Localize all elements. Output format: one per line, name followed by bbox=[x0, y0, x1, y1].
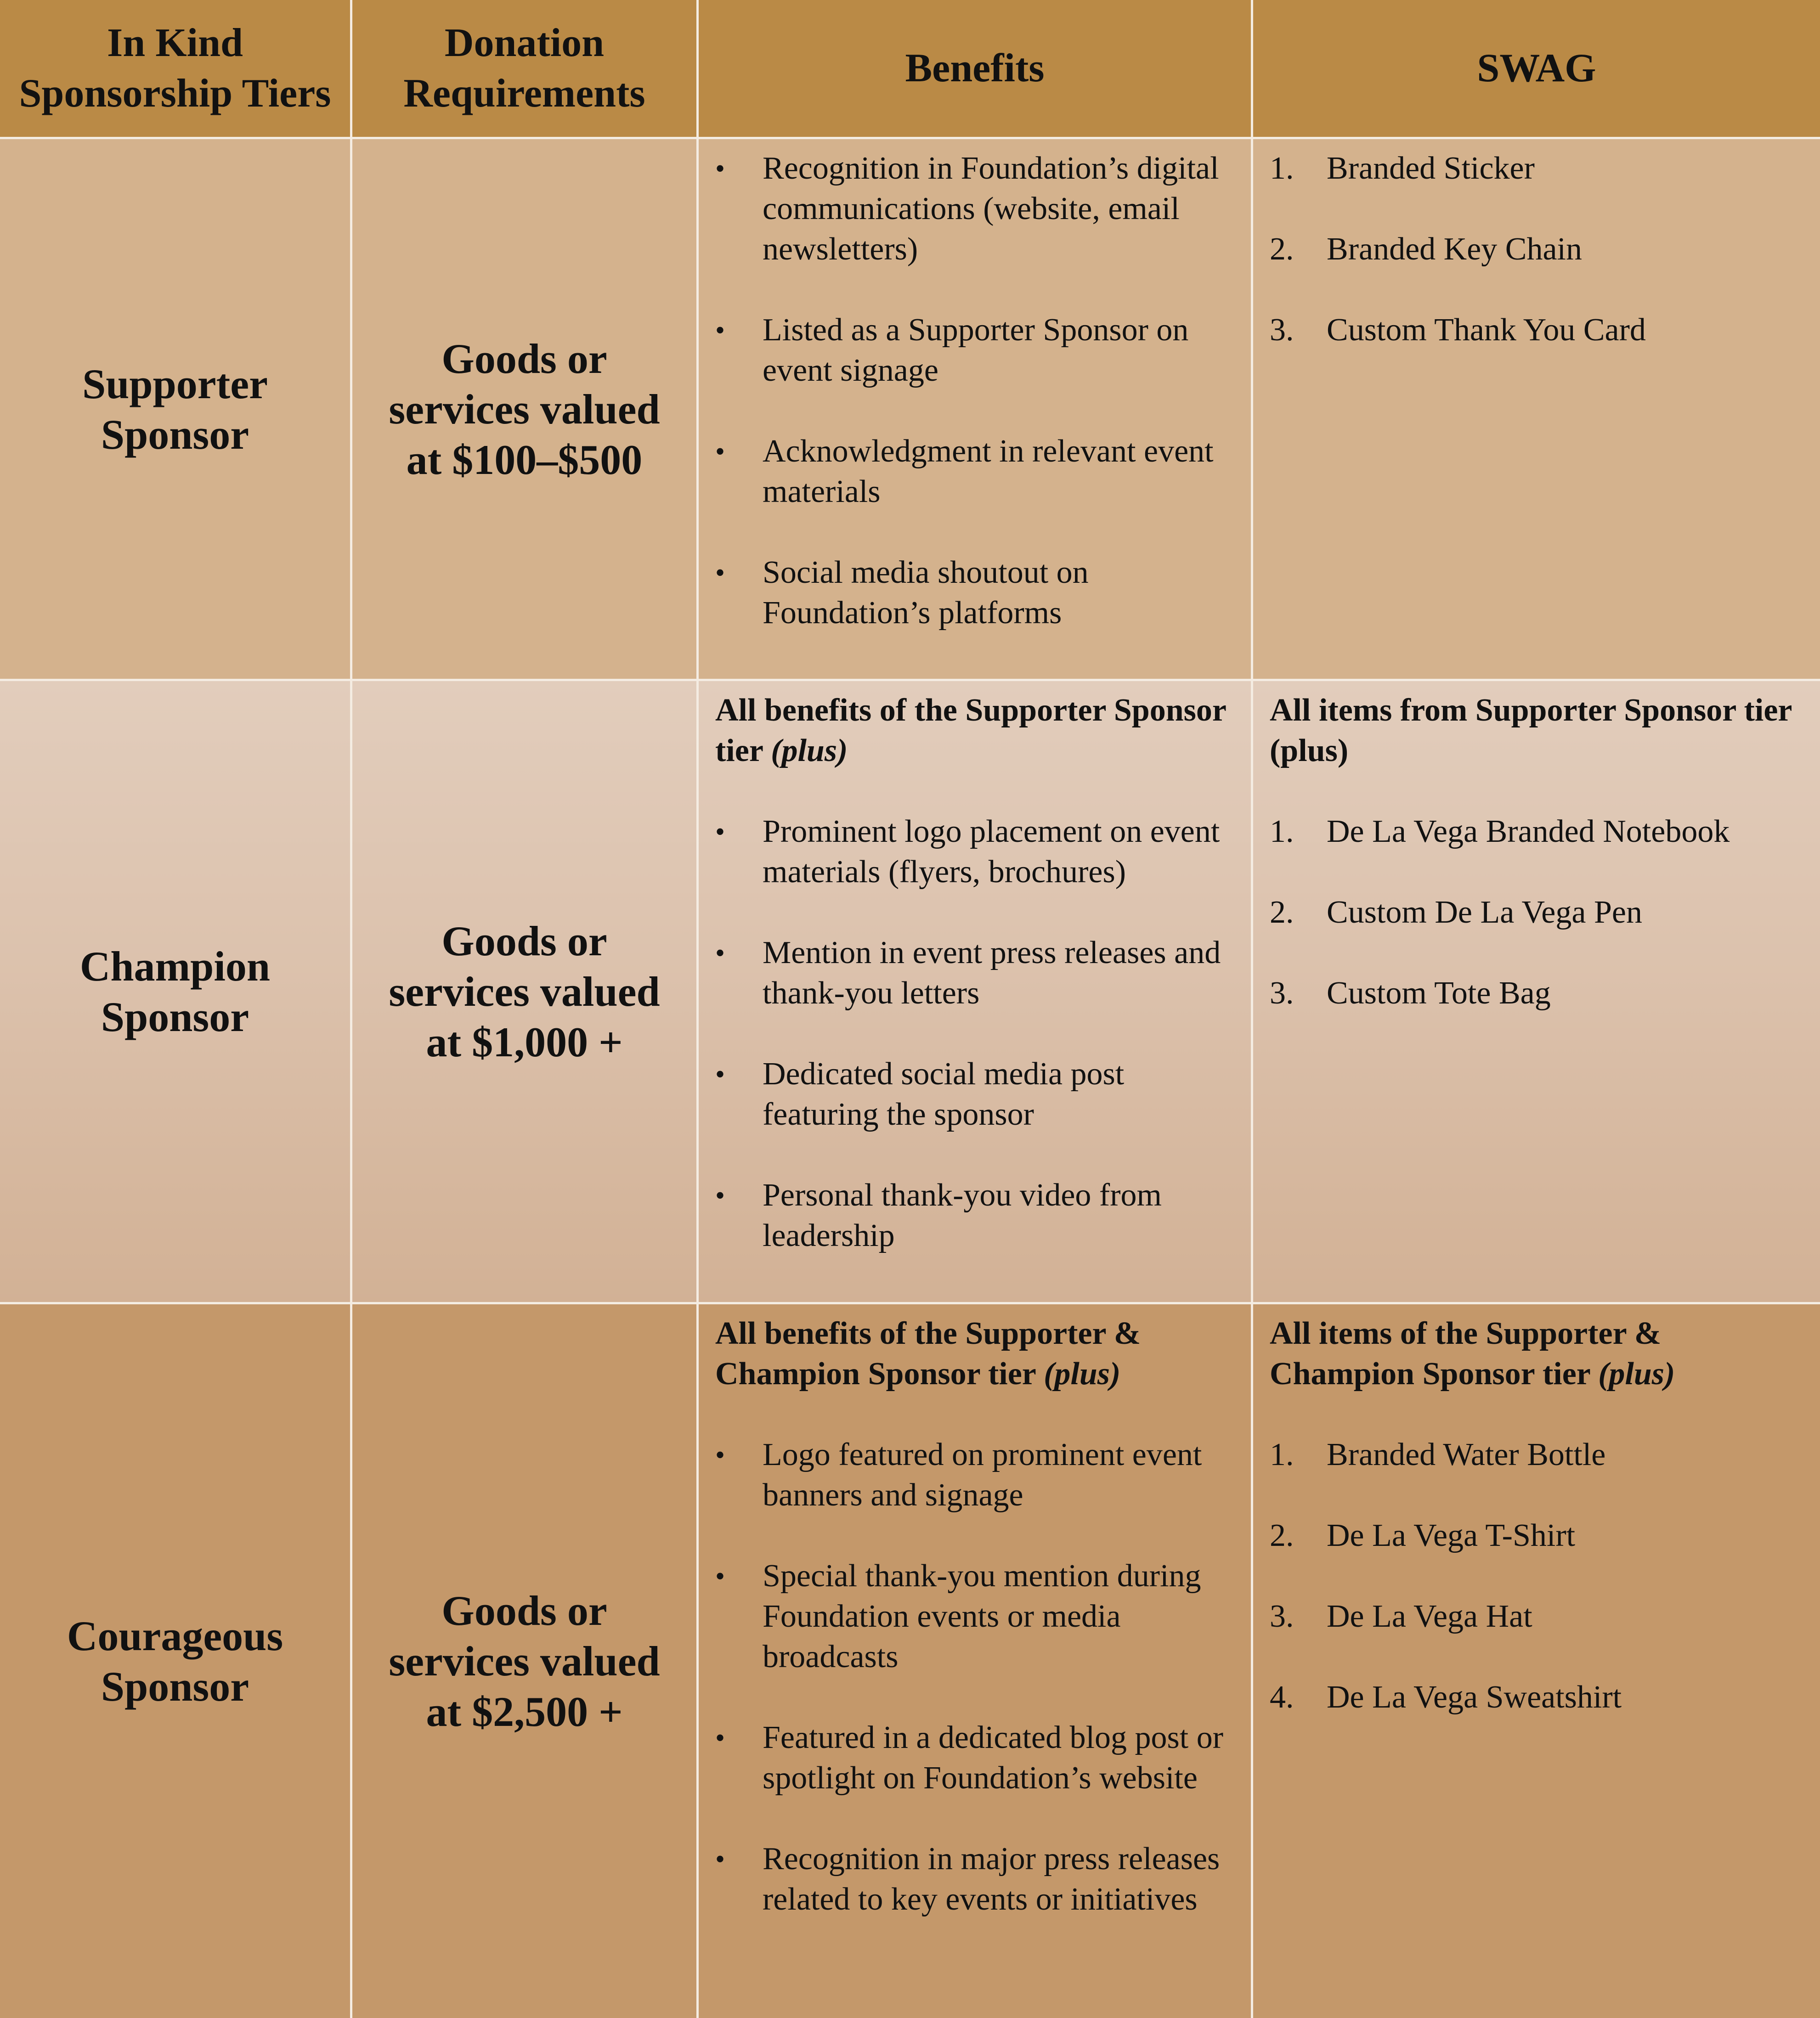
header-benefits-text: Benefits bbox=[905, 46, 1045, 90]
donation-requirement: Goods or services valued at $100–$500 bbox=[389, 335, 660, 483]
list-item: 4. De La Vega Sweatshirt bbox=[1270, 1680, 1622, 1715]
benefits-courageous bbox=[699, 1304, 1253, 2018]
bullet-icon: • bbox=[715, 1844, 725, 1874]
list-item bbox=[715, 1175, 1232, 1256]
list-item: 3. Custom Thank You Card bbox=[1270, 312, 1646, 348]
swag-list bbox=[1270, 1435, 1802, 1718]
bullet-icon: • bbox=[715, 1440, 725, 1470]
swag-text: Custom Tote Bag bbox=[1327, 975, 1551, 1011]
bullet-icon: • bbox=[715, 558, 725, 588]
benefits-list bbox=[715, 1435, 1232, 1920]
header-swag-text: SWAG bbox=[1477, 46, 1596, 90]
benefits-list bbox=[715, 148, 1232, 633]
bullet-icon: • bbox=[715, 1180, 725, 1211]
list-item bbox=[715, 1718, 1232, 1798]
header-swag bbox=[1253, 0, 1820, 139]
list-item: 1. Branded Water Bottle bbox=[1270, 1437, 1606, 1472]
bullet-icon: • bbox=[715, 1723, 725, 1753]
benefits-champion bbox=[699, 681, 1253, 1304]
header-donation-text: Donation Requirements bbox=[403, 21, 645, 116]
benefit-text: Mention in event press releases and thank-you letters bbox=[763, 935, 1221, 1011]
benefit-text: Special thank-you mention during Foundation events or media broadcasts bbox=[763, 1558, 1201, 1674]
swag-text: De La Vega Hat bbox=[1327, 1599, 1532, 1634]
swag-courageous bbox=[1253, 1304, 1820, 2018]
header-tier-text: In Kind Sponsorship Tiers bbox=[19, 21, 331, 116]
intro-suffix: (plus) bbox=[1044, 1356, 1121, 1392]
benefit-text: Recognition in Foundation’s digital communications (website, email newsletters) bbox=[763, 151, 1219, 267]
bullet-icon: • bbox=[715, 153, 725, 184]
list-item: 3. Custom Tote Bag bbox=[1270, 975, 1551, 1011]
swag-text: Branded Water Bottle bbox=[1327, 1437, 1606, 1472]
list-item: 1. De La Vega Branded Notebook bbox=[1270, 814, 1730, 849]
swag-text: De La Vega T-Shirt bbox=[1327, 1518, 1576, 1553]
header-benefits bbox=[699, 0, 1253, 139]
header-donation bbox=[352, 0, 699, 139]
bullet-icon: • bbox=[715, 1561, 725, 1591]
bullet-icon: • bbox=[715, 1059, 725, 1089]
benefits-intro bbox=[715, 1313, 1232, 1394]
tier-name: Champion Sponsor bbox=[79, 943, 271, 1040]
bullet-icon: • bbox=[715, 436, 725, 467]
list-item bbox=[715, 1054, 1232, 1135]
list-item bbox=[715, 1435, 1232, 1516]
list-item: 2. De La Vega T-Shirt bbox=[1270, 1518, 1576, 1553]
benefit-text: Prominent logo placement on event materials (flyers, brochures) bbox=[763, 814, 1220, 890]
tier-courageous bbox=[0, 1304, 352, 2018]
swag-text: Branded Sticker bbox=[1327, 151, 1535, 186]
intro-suffix: (plus) bbox=[1598, 1356, 1675, 1392]
intro-text: All items of the Supporter & Champion Sponsor tier bbox=[1270, 1316, 1662, 1392]
intro-text: All benefits of the Supporter Sponsor tier bbox=[715, 693, 1226, 768]
list-item: 3. De La Vega Hat bbox=[1270, 1599, 1532, 1634]
donation-courageous bbox=[352, 1304, 699, 2018]
benefits-supporter bbox=[699, 139, 1253, 681]
benefits-list bbox=[715, 812, 1232, 1256]
swag-intro: All items from Supporter Sponsor tier (plus) bbox=[1270, 693, 1792, 768]
list-item: 2. Branded Key Chain bbox=[1270, 231, 1582, 267]
bullet-icon: • bbox=[715, 938, 725, 968]
benefit-text: Personal thank-you video from leadership bbox=[763, 1178, 1162, 1253]
list-item bbox=[715, 552, 1232, 633]
list-item bbox=[715, 812, 1232, 892]
swag-intro bbox=[1270, 1313, 1802, 1394]
benefit-text: Recognition in major press releases related to key events or initiatives bbox=[763, 1841, 1220, 1917]
donation-champion bbox=[352, 681, 699, 1304]
swag-text: Custom De La Vega Pen bbox=[1327, 895, 1642, 930]
list-item bbox=[715, 1556, 1232, 1677]
intro-suffix: (plus) bbox=[771, 733, 848, 768]
bullet-icon: • bbox=[715, 817, 725, 847]
list-item bbox=[715, 310, 1232, 391]
benefit-text: Featured in a dedicated blog post or spotlight on Foundation’s website bbox=[763, 1720, 1224, 1796]
tier-name: Supporter Sponsor bbox=[82, 360, 268, 458]
benefit-text: Logo featured on prominent event banners and signage bbox=[763, 1437, 1202, 1513]
benefit-text: Listed as a Supporter Sponsor on event signage bbox=[763, 312, 1189, 388]
benefit-text: Dedicated social media post featuring the sponsor bbox=[763, 1056, 1125, 1132]
donation-supporter bbox=[352, 139, 699, 681]
swag-supporter bbox=[1253, 139, 1820, 681]
tier-champion bbox=[0, 681, 352, 1304]
header-tier bbox=[0, 0, 352, 139]
swag-text: Branded Key Chain bbox=[1327, 231, 1582, 267]
swag-champion bbox=[1253, 681, 1820, 1304]
benefits-intro bbox=[715, 690, 1232, 771]
list-item bbox=[715, 933, 1232, 1014]
list-item bbox=[715, 1839, 1232, 1920]
benefit-text: Social media shoutout on Foundation’s platforms bbox=[763, 555, 1089, 631]
list-item: 2. Custom De La Vega Pen bbox=[1270, 895, 1642, 930]
swag-text: De La Vega Branded Notebook bbox=[1327, 814, 1730, 849]
benefit-text: Acknowledgment in relevant event materials bbox=[763, 434, 1214, 509]
tier-supporter bbox=[0, 139, 352, 681]
swag-text: Custom Thank You Card bbox=[1327, 312, 1646, 348]
list-item bbox=[715, 148, 1232, 270]
intro-text: All benefits of the Supporter & Champion Sponsor tier bbox=[715, 1316, 1141, 1392]
swag-text: De La Vega Sweatshirt bbox=[1327, 1680, 1622, 1715]
bullet-icon: • bbox=[715, 315, 725, 345]
swag-list bbox=[1270, 812, 1802, 1014]
donation-requirement: Goods or services valued at $2,500 + bbox=[389, 1587, 660, 1735]
list-item: 1. Branded Sticker bbox=[1270, 151, 1535, 186]
donation-requirement: Goods or services valued at $1,000 + bbox=[389, 918, 660, 1065]
list-item bbox=[715, 431, 1232, 512]
tier-name: Courageous Sponsor bbox=[67, 1612, 283, 1710]
swag-list bbox=[1270, 148, 1802, 350]
